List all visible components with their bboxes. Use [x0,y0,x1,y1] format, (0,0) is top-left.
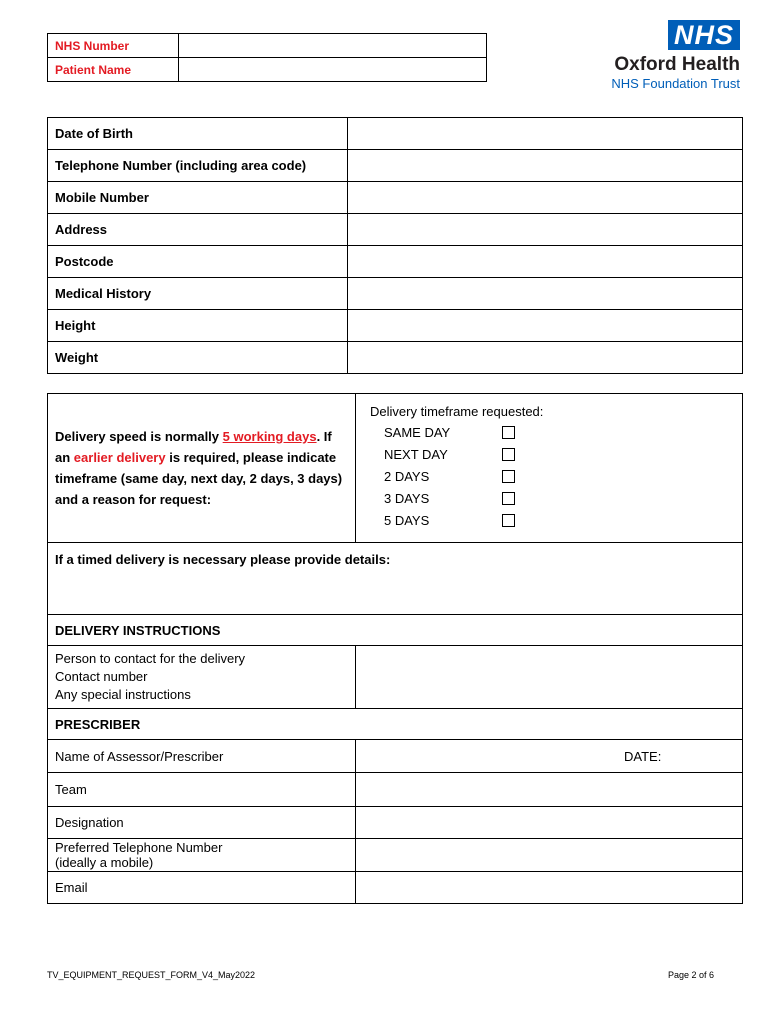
nhs-number-field[interactable] [179,34,487,58]
designation-field[interactable] [356,807,743,839]
option-2-days: 2 DAYS [370,465,742,487]
same-day-checkbox[interactable] [502,426,515,439]
org-name: Oxford Health [614,54,740,75]
address-field[interactable] [348,214,743,246]
timeframe-cell [356,394,743,543]
page-number: Page 2 of 6 [667,970,714,980]
medical-history-label: Medical History [48,278,348,310]
phone-label: Preferred Telephone Number (ideally a mobile) [48,839,356,872]
earlier-delivery-highlight: earlier delivery [73,450,166,465]
weight-label: Weight [48,342,348,374]
assessor-field[interactable] [356,740,743,773]
assessor-label: Name of Assessor/Prescriber [48,740,356,773]
three-days-checkbox[interactable] [502,492,515,505]
trust-name: NHS Foundation Trust [611,76,740,91]
personal-details-table [47,117,743,374]
next-day-checkbox[interactable] [502,448,515,461]
email-label: Email [48,872,356,904]
two-days-checkbox[interactable] [502,470,515,483]
telephone-field[interactable] [348,150,743,182]
nhs-badge: NHS [668,20,740,50]
address-label: Address [48,214,348,246]
delivery-instructions-heading: DELIVERY INSTRUCTIONS [48,615,743,646]
medical-history-field[interactable] [348,278,743,310]
option-next-day: NEXT DAY [370,443,742,465]
phone-field[interactable] [356,839,743,872]
postcode-field[interactable] [348,246,743,278]
nhs-number-label: NHS Number [48,34,179,58]
timeframe-title: Delivery timeframe requested: [370,404,544,419]
form-id: TV_EQUIPMENT_REQUEST_FORM_V4_May2022 [47,970,256,980]
timed-delivery-field[interactable] [48,543,743,615]
prescriber-heading: PRESCRIBER [48,709,743,740]
height-field[interactable] [348,310,743,342]
delivery-speed-text: Delivery speed is normally 5 working days. If an earlier delivery is required, please indicate timeframe (same day, next day, 2 days, 3 days) and a reason for request: [48,394,356,543]
nhs-logo [590,20,740,91]
dob-label: Date of Birth [48,118,348,150]
delivery-contact-field[interactable] [356,646,743,709]
mobile-field[interactable] [348,182,743,214]
delivery-table [47,393,743,904]
team-field[interactable] [356,773,743,807]
postcode-label: Postcode [48,246,348,278]
telephone-label: Telephone Number (including area code) [48,150,348,182]
delivery-contact-labels: Person to contact for the delivery Contact number Any special instructions [48,646,356,709]
patient-name-label: Patient Name [48,58,179,82]
five-working-days-highlight: 5 working days [222,429,317,444]
email-field[interactable] [356,872,743,904]
five-days-checkbox[interactable] [502,514,515,527]
dob-field[interactable] [348,118,743,150]
timed-delivery-label: If a timed delivery is necessary please provide details: [55,552,391,567]
mobile-label: Mobile Number [48,182,348,214]
patient-name-field[interactable] [179,58,487,82]
patient-id-table [47,33,487,82]
option-5-days: 5 DAYS [370,509,742,531]
date-label: DATE: [624,748,662,764]
option-3-days: 3 DAYS [370,487,742,509]
designation-label: Designation [48,807,356,839]
option-same-day: SAME DAY [370,421,742,443]
weight-field[interactable] [348,342,743,374]
height-label: Height [48,310,348,342]
team-label: Team [48,773,356,807]
